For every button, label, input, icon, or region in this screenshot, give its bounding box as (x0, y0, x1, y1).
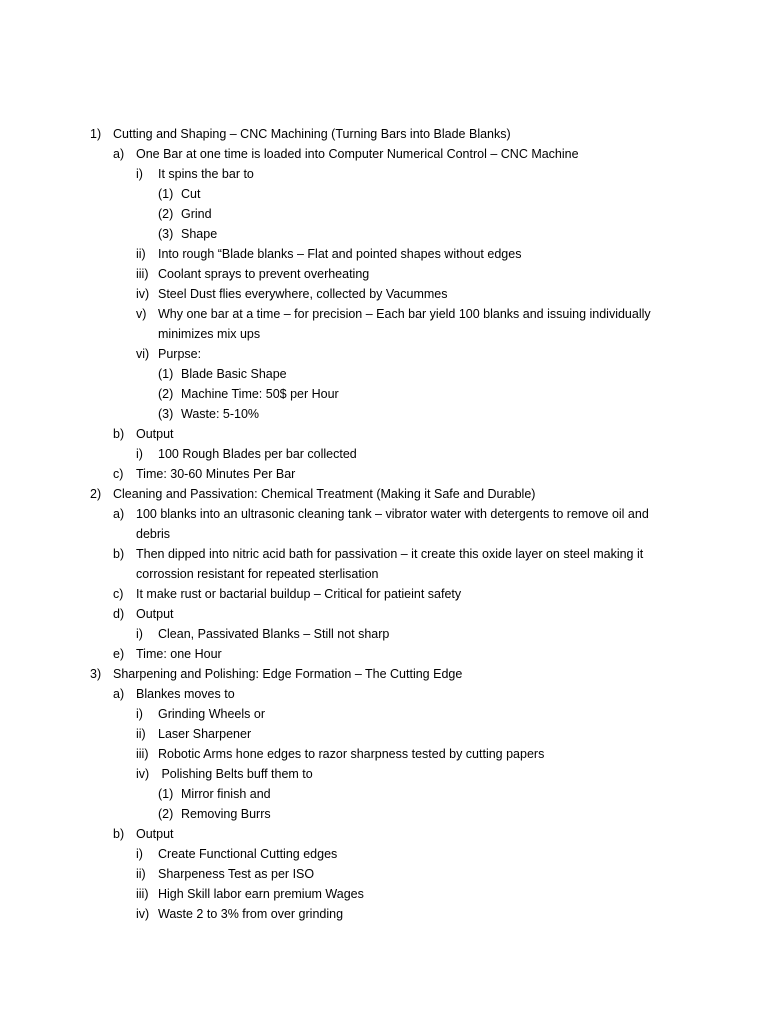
list-item-text: It spins the bar to (158, 167, 254, 181)
list-item-text: Create Functional Cutting edges (158, 847, 338, 861)
list-item-text: Cleaning and Passivation: Chemical Treatment (Making it Safe and Durable) (113, 487, 536, 501)
list-marker: iv) (136, 907, 150, 921)
list-marker: iii) (136, 267, 149, 281)
list-marker: 1) (90, 127, 102, 141)
list-item-text: One Bar at one time is loaded into Computer Numerical Control – CNC Machine (136, 147, 579, 161)
list-marker: d) (113, 607, 125, 621)
list-item-text: High Skill labor earn premium Wages (158, 887, 364, 901)
list-item-text: Removing Burrs (181, 807, 271, 821)
list-marker: b) (113, 427, 125, 441)
list-item-text: Then dipped into nitric acid bath for passivation – it create this oxide layer on steel making it (136, 547, 644, 561)
list-marker: c) (113, 587, 124, 601)
list-item-text: Waste 2 to 3% from over grinding (158, 907, 344, 921)
list-item-text: Time: one Hour (136, 647, 222, 661)
list-marker: (3) (158, 227, 174, 241)
list-marker: e) (113, 647, 125, 661)
list-item-text: Grind (181, 207, 212, 221)
list-marker: (2) (158, 807, 174, 821)
list-marker: ii) (136, 247, 146, 261)
list-item-text: Mirror finish and (181, 787, 271, 801)
list-item-text: Why one bar at a time – for precision – Each bar yield 100 blanks and issuing individually (158, 307, 651, 321)
list-marker: vi) (136, 347, 150, 361)
list-item-text: Grinding Wheels or (158, 707, 265, 721)
list-item-text: minimizes mix ups (158, 327, 261, 341)
list-marker: i) (136, 707, 143, 721)
list-marker: c) (113, 467, 124, 481)
list-item-text: Output (136, 827, 174, 841)
list-marker: ii) (136, 867, 146, 881)
list-item-text: Blade Basic Shape (181, 367, 287, 381)
list-marker: (3) (158, 407, 174, 421)
list-marker: (1) (158, 787, 174, 801)
list-item-text: Coolant sprays to prevent overheating (158, 267, 370, 281)
list-marker: a) (113, 687, 125, 701)
list-item-text: Robotic Arms hone edges to razor sharpness tested by cutting papers (158, 747, 545, 761)
list-item-text: Laser Sharpener (158, 727, 252, 741)
list-marker: a) (113, 507, 125, 521)
list-item-text: Into rough “Blade blanks – Flat and pointed shapes without edges (158, 247, 522, 261)
list-marker: (2) (158, 387, 174, 401)
list-item-text: Cut (181, 187, 201, 201)
list-marker: i) (136, 847, 143, 861)
list-item-text: Machine Time: 50$ per Hour (181, 387, 339, 401)
list-marker: i) (136, 627, 143, 641)
list-item-text: 100 blanks into an ultrasonic cleaning tank – vibrator water with detergents to remove oil and (136, 507, 649, 521)
list-marker: iv) (136, 767, 150, 781)
list-marker: iv) (136, 287, 150, 301)
list-marker: i) (136, 167, 143, 181)
list-item-text: Output (136, 427, 174, 441)
list-marker: v) (136, 307, 147, 321)
list-item-text: Clean, Passivated Blanks – Still not sharp (158, 627, 390, 641)
list-item-text: Purpse: (158, 347, 202, 361)
list-marker: (2) (158, 207, 174, 221)
list-marker: (1) (158, 367, 174, 381)
list-marker: a) (113, 147, 125, 161)
list-item-text: Output (136, 607, 174, 621)
list-marker: iii) (136, 887, 149, 901)
list-item-text: Waste: 5-10% (181, 407, 260, 421)
list-item-text: Time: 30-60 Minutes Per Bar (136, 467, 296, 481)
list-marker: b) (113, 547, 125, 561)
list-marker: (1) (158, 187, 174, 201)
list-item-text: Polishing Belts buff them to (158, 767, 313, 781)
list-item-text: It make rust or bactarial buildup – Critical for patieint safety (136, 587, 462, 601)
list-marker: i) (136, 447, 143, 461)
list-item-text: Shape (181, 227, 218, 241)
list-marker: ii) (136, 727, 146, 741)
list-item-text: Blankes moves to (136, 687, 235, 701)
list-marker: 2) (90, 487, 102, 501)
list-item-text: Sharpeness Test as per ISO (158, 867, 315, 881)
list-marker: 3) (90, 667, 102, 681)
list-marker: iii) (136, 747, 149, 761)
list-item-text: 100 Rough Blades per bar collected (158, 447, 357, 461)
list-item-text: corrossion resistant for repeated sterlisation (136, 567, 379, 581)
list-item-text: Cutting and Shaping – CNC Machining (Turning Bars into Blade Blanks) (113, 127, 511, 141)
list-item-text: Steel Dust flies everywhere, collected by Vacummes (158, 287, 448, 301)
list-item-text: Sharpening and Polishing: Edge Formation – The Cutting Edge (113, 667, 463, 681)
list-item-text: debris (136, 527, 171, 541)
list-marker: b) (113, 827, 125, 841)
